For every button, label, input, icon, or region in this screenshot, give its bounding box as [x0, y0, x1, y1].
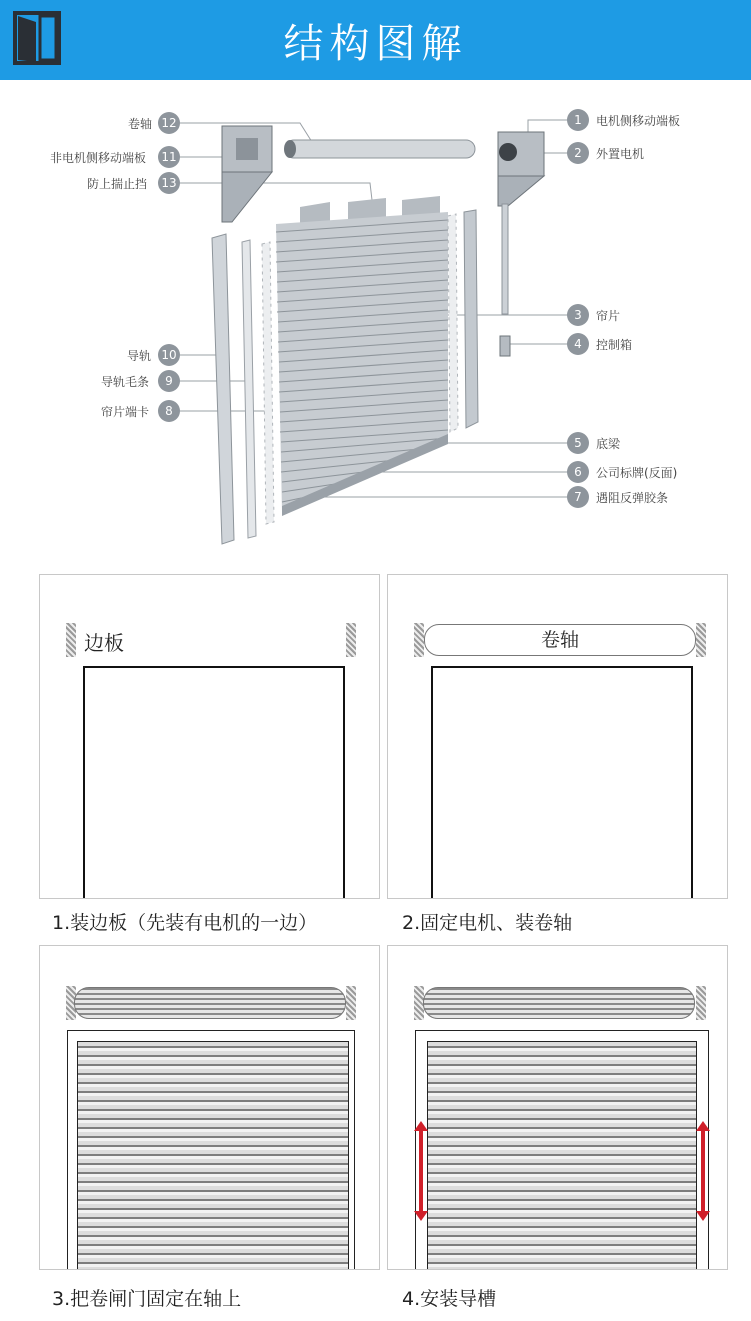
callout-badge-13: 13: [158, 172, 180, 194]
callout-label-6: 公司标牌(反面): [596, 466, 678, 480]
guide-rail-arrow-left-icon: [414, 1121, 428, 1221]
side-plate-label: 边板: [84, 631, 124, 655]
step-4-caption: 4.安装导槽: [402, 1288, 497, 1310]
rolled-curtain: [423, 987, 695, 1019]
callout-badge-6: 6: [567, 461, 589, 483]
guide-rail-arrow-right-icon: [696, 1121, 710, 1221]
callout-label-12: 卷轴: [128, 117, 153, 131]
roller-axle: 卷轴: [424, 624, 696, 656]
step-1-caption: 1.装边板（先装有电机的一边）: [52, 912, 318, 934]
door-opening: [431, 666, 693, 899]
callout-badge-7: 7: [567, 486, 589, 508]
step-1-panel: [39, 574, 380, 899]
callout-badge-3: 3: [567, 304, 589, 326]
callout-badge-4: 4: [567, 333, 589, 355]
callout-label-3: 帘片: [596, 309, 621, 323]
callout-badge-9: 9: [158, 370, 180, 392]
side-plate-right: [696, 623, 706, 657]
callout-badge-1: 1: [567, 109, 589, 131]
side-plate-right: [346, 986, 356, 1020]
callout-label-13: 防上揣止挡: [87, 177, 148, 191]
step-2-panel: [387, 574, 728, 899]
header-banner: [0, 0, 751, 80]
rolled-curtain: [74, 987, 346, 1019]
step-3-caption: 3.把卷闸门固定在轴上: [52, 1288, 242, 1310]
side-plate-right: [696, 986, 706, 1020]
callout-badge-5: 5: [567, 432, 589, 454]
callout-label-7: 遇阻反弹胶条: [596, 491, 669, 505]
callout-badge-12: 12: [158, 112, 180, 134]
callout-label-11: 非电机侧移动端板: [50, 151, 147, 165]
step-2-caption: 2.固定电机、装卷轴: [402, 912, 573, 934]
callout-label-2: 外置电机: [596, 147, 645, 161]
callout-badge-8: 8: [158, 400, 180, 422]
door-opening: [83, 666, 345, 899]
callout-label-1: 电机侧移动端板: [596, 114, 681, 128]
callout-label-8: 帘片端卡: [101, 405, 150, 419]
page-title: 结构图解: [283, 21, 468, 67]
side-plate-right: [346, 623, 356, 657]
callout-label-5: 底梁: [596, 437, 621, 451]
shutter-curtain: [77, 1041, 349, 1270]
shutter-curtain: [427, 1041, 697, 1270]
callout-badge-2: 2: [567, 142, 589, 164]
exploded-diagram: [0, 92, 751, 562]
step-4-panel: [387, 945, 728, 1270]
side-plate-left: [414, 623, 424, 657]
step-3-panel: [39, 945, 380, 1270]
callout-badge-11: 11: [158, 146, 180, 168]
side-plate-left: [66, 623, 76, 657]
callout-label-10: 导轨: [127, 349, 152, 363]
callout-label-4: 控制箱: [596, 338, 633, 352]
callout-badge-10: 10: [158, 344, 180, 366]
callout-label-9: 导轨毛条: [101, 375, 150, 389]
